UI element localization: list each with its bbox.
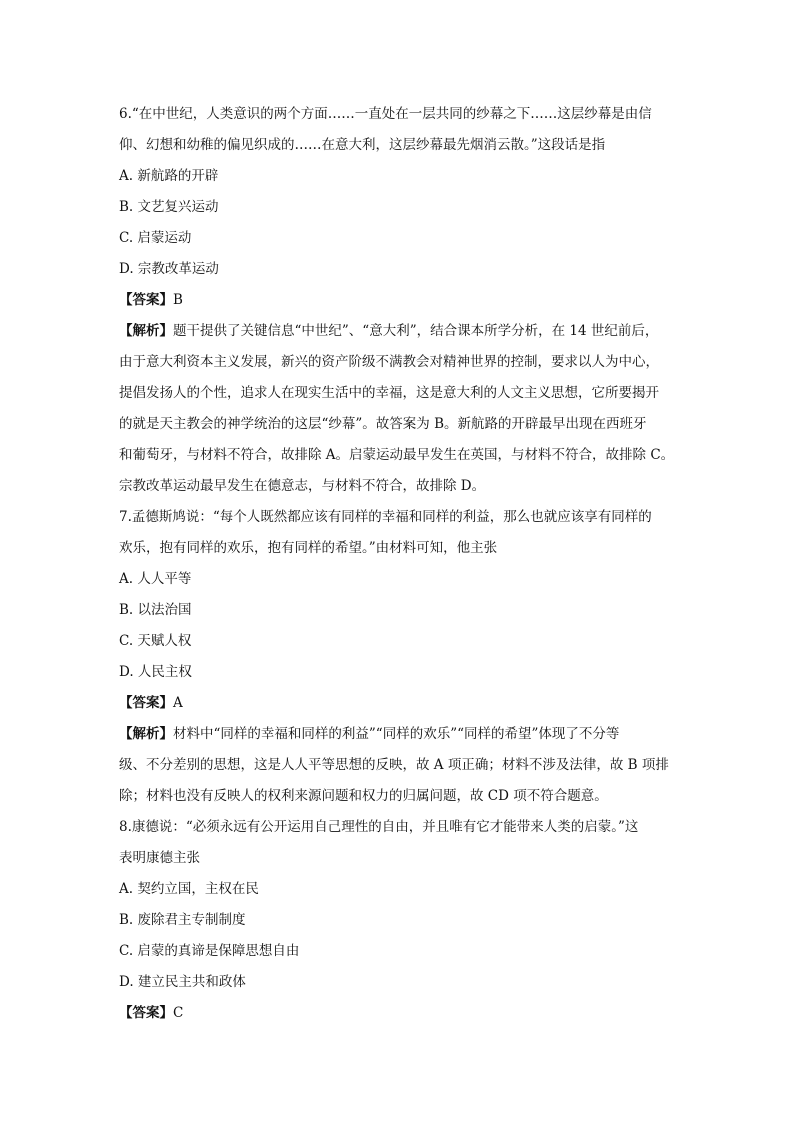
question-stem-line: 表明康德主张 [119, 850, 200, 866]
option-c: C. 天赋人权 [119, 633, 192, 649]
analysis-text: 材料中“同样的幸福和同样的利益”“同样的欢乐”“同样的希望”体现了不分等 [173, 726, 620, 742]
question-stem-line: 8.康德说：“必须永远有公开运用自己理性的自由，并且唯有它才能带来人类的启蒙。”这 [119, 819, 639, 835]
answer-label: 【答案】 [119, 695, 173, 711]
option-b: B. 文艺复兴运动 [119, 199, 219, 215]
answer-line [119, 688, 679, 719]
question-6 [119, 99, 679, 502]
question-stem-line: 仰、幻想和幼稚的偏见织成的……在意大利，这层纱幕最先烟消云散。”这段话是指 [119, 137, 606, 153]
analysis-line: 和葡萄牙，与材料不符合，故排除 A。启蒙运动最早发生在英国，与材料不符合，故排除 C。 [119, 447, 675, 463]
analysis-line: 级、不分差别的思想，这是人人平等思想的反映，故 A 项正确；材料不涉及法律，故 B 项排 [119, 757, 669, 773]
answer-value: A [173, 695, 183, 711]
option-a: A. 契约立国，主权在民 [119, 881, 259, 897]
question-7 [119, 502, 679, 812]
answer-line [119, 998, 679, 1029]
answer-value: B [173, 292, 183, 308]
answer-line [119, 285, 679, 316]
analysis-text: 题干提供了关键信息“中世纪”、“意大利”，结合课本所学分析，在 14 世纪前后， [173, 323, 659, 339]
option-a: A. 人人平等 [119, 571, 192, 587]
option-b: B. 以法治国 [119, 602, 192, 618]
analysis-line [119, 316, 679, 347]
answer-label: 【答案】 [119, 1005, 173, 1021]
question-stem-line: 7.孟德斯鸠说：“每个人既然都应该有同样的幸福和同样的利益，那么也就应该享有同样的 [119, 509, 652, 525]
option-a: A. 新航路的开辟 [119, 168, 219, 184]
option-d: D. 建立民主共和政体 [119, 974, 246, 990]
analysis-line: 除；材料也没有反映人的权利来源问题和权力的归属问题，故 CD 项不符合题意。 [119, 788, 608, 804]
analysis-line [119, 719, 679, 750]
analysis-line: 的就是天主教会的神学统治的这层“纱幕”。故答案为 B。新航路的开辟最早出现在西班牙 [119, 416, 647, 432]
option-c: C. 启蒙运动 [119, 230, 192, 246]
analysis-line: 提倡发扬人的个性，追求人在现实生活中的幸福，这是意大利的人文主义思想，它所要揭开 [119, 385, 659, 401]
question-8 [119, 812, 679, 1029]
analysis-line: 由于意大利资本主义发展，新兴的资产阶级不满教会对精神世界的控制，要求以人为中心， [119, 354, 659, 370]
option-d: D. 宗教改革运动 [119, 261, 219, 277]
analysis-line: 宗教改革运动最早发生在德意志，与材料不符合，故排除 D。 [119, 478, 486, 494]
answer-value: C [173, 1005, 184, 1021]
question-list [119, 99, 679, 1029]
option-b: B. 废除君主专制制度 [119, 912, 246, 928]
answer-label: 【答案】 [119, 292, 173, 308]
question-stem-line: 6.“在中世纪，人类意识的两个方面……一直处在一层共同的纱幕之下……这层纱幕是由信 [119, 106, 652, 122]
option-c: C. 启蒙的真谛是保障思想自由 [119, 943, 300, 959]
option-d: D. 人民主权 [119, 664, 192, 680]
analysis-label: 【解析】 [119, 323, 173, 339]
analysis-label: 【解析】 [119, 726, 173, 742]
question-stem-line: 欢乐，抱有同样的欢乐，抱有同样的希望。”由材料可知，他主张 [119, 540, 498, 556]
